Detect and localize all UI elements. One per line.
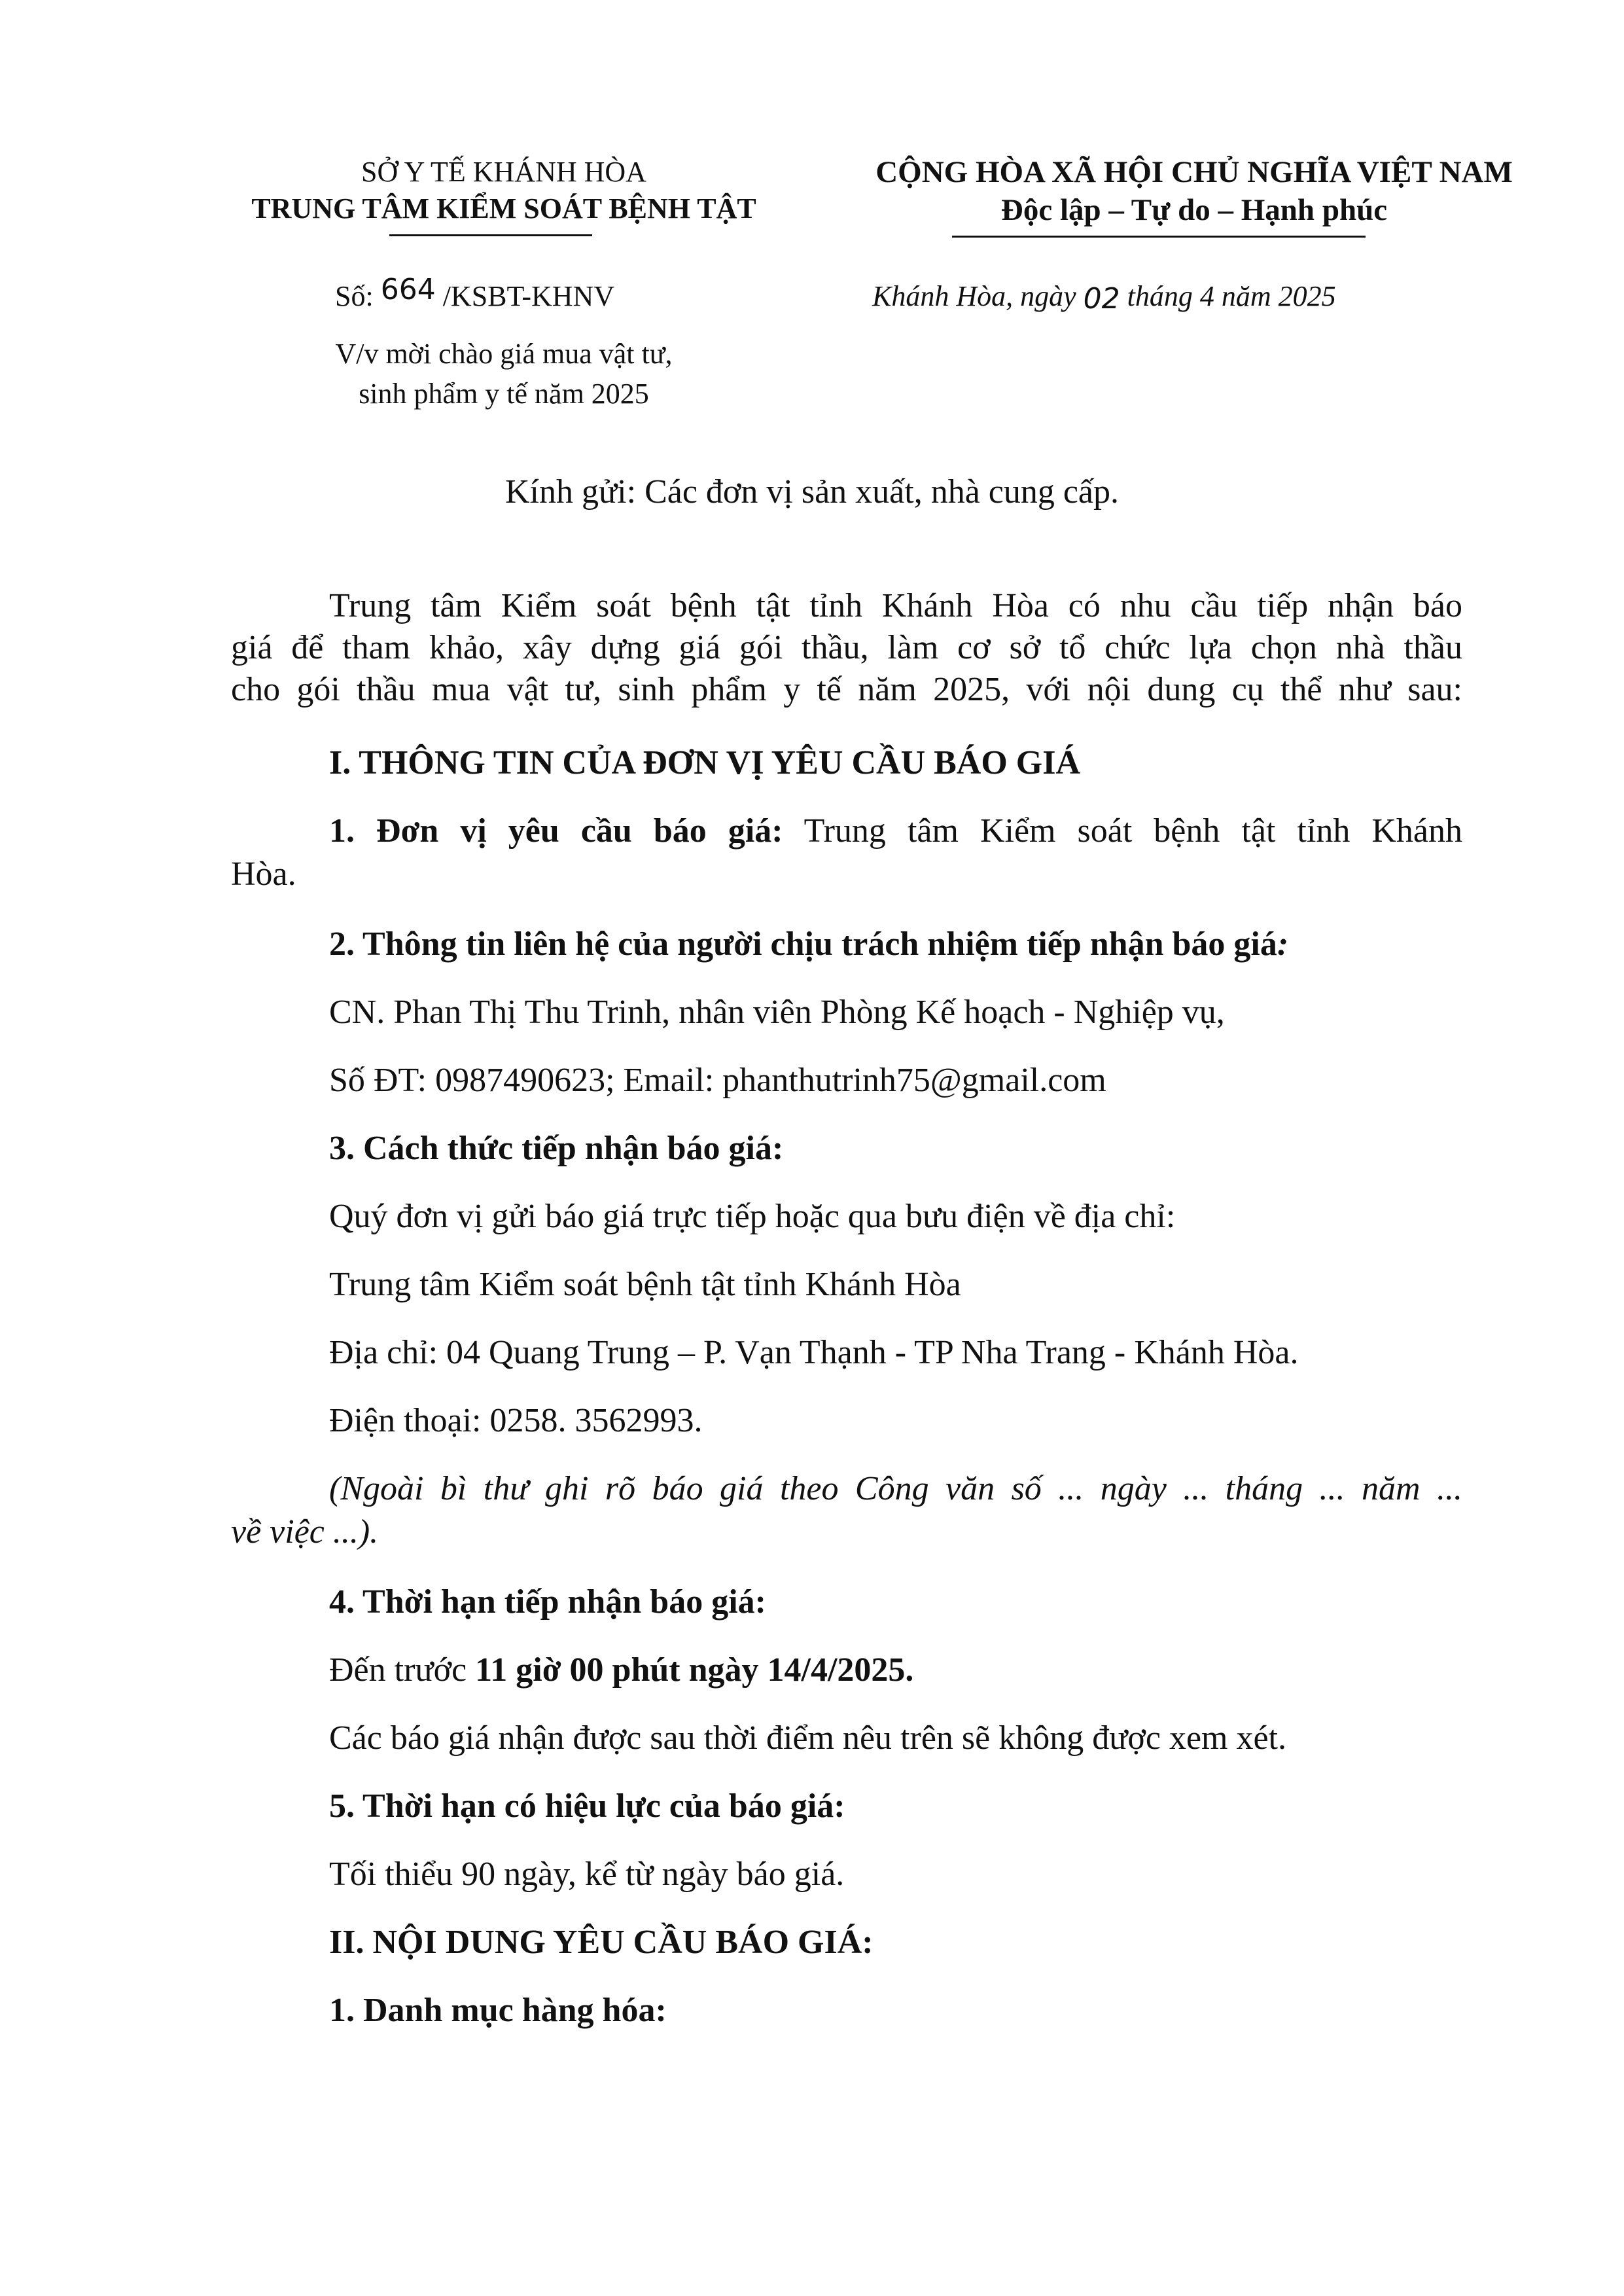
submission-address: Địa chỉ: 04 Quang Trung – P. Vạn Thạnh - TP Nha Trang - Khánh Hòa. (329, 1334, 1299, 1371)
item-2-colon: : (1277, 925, 1289, 963)
section-1-item-3-label: 3. Cách thức tiếp nhận báo giá: (329, 1130, 784, 1167)
contact-phone-email: Số ĐT: 0987490623; Email: phanthutrinh75@gmail.com (329, 1062, 1106, 1099)
validity-period: Tối thiểu 90 ngày, kể từ ngày báo giá. (329, 1856, 845, 1893)
country-title: CỘNG HÒA XÃ HỘI CHỦ NGHĨA VIỆT NAM (875, 155, 1513, 189)
section-1-item-4-label: 4. Thời hạn tiếp nhận báo giá: (329, 1583, 766, 1621)
section-1-item-1 (329, 812, 1462, 851)
doc-number-handwritten: 664 (380, 273, 436, 306)
submission-method: Quý đơn vị gửi báo giá trực tiếp hoặc qua bưu điện về địa chỉ: (329, 1198, 1176, 1235)
national-motto: Độc lập – Tự do – Hạnh phúc (1000, 193, 1388, 227)
subject-line-1: V/v mời chào giá mua vật tư, (335, 338, 673, 370)
intro-line-3: cho gói thầu mua vật tư, sinh phẩm y tế năm 2025, với nội dung cụ thể như sau: (231, 671, 1462, 708)
submission-phone: Điện thoại: 0258. 3562993. (329, 1402, 703, 1439)
recipient-line: Kính gửi: Các đơn vị sản xuất, nhà cung cấp. (504, 473, 1120, 511)
deadline-value: 11 giờ 00 phút ngày 14/4/2025. (475, 1651, 914, 1689)
section-1-item-2-label (329, 925, 1288, 964)
intro-line-1: Trung tâm Kiểm soát bệnh tật tỉnh Khánh Hòa có nhu cầu tiếp nhận báo (329, 587, 1462, 624)
date-prefix: Khánh Hòa, ngày (872, 280, 1076, 312)
late-submission-note: Các báo giá nhận được sau thời điểm nêu trên sẽ không được xem xét. (329, 1719, 1287, 1757)
subject-line-2: sinh phẩm y tế năm 2025 (359, 378, 649, 410)
deadline-line (329, 1651, 913, 1690)
envelope-note-line-2: về việc ...). (231, 1513, 379, 1551)
doc-number-suffix: /KSBT-KHNV (442, 280, 615, 312)
doc-number-prefix: Số: (335, 280, 374, 312)
agency-parent: SỞ Y TẾ KHÁNH HÒA (361, 156, 646, 188)
document-date (872, 280, 1336, 314)
document-number (335, 273, 615, 314)
deadline-prefix: Đến trước (329, 1651, 476, 1689)
section-2-item-1-label: 1. Danh mục hàng hóa: (329, 1992, 667, 2029)
envelope-note-line-1: (Ngoài bì thư ghi rõ báo giá theo Công văn số ... ngày ... tháng ... năm ... (329, 1470, 1462, 1507)
item-2-label: 2. Thông tin liên hệ của người chịu trách nhiệm tiếp nhận báo giá (329, 925, 1277, 963)
item-1-label: 1. Đơn vị yêu cầu báo giá: (329, 812, 783, 850)
agency-underline (389, 234, 592, 236)
section-1-item-5-label: 5. Thời hạn có hiệu lực của báo giá: (329, 1787, 845, 1825)
date-suffix: tháng 4 năm 2025 (1127, 280, 1336, 312)
date-day-handwritten: 02 (1083, 282, 1120, 315)
submission-recipient: Trung tâm Kiểm soát bệnh tật tỉnh Khánh Hòa (329, 1266, 961, 1303)
section-2-heading: II. NỘI DUNG YÊU CẦU BÁO GIÁ: (329, 1924, 874, 1961)
item-1-value: Trung tâm Kiểm soát bệnh tật tỉnh Khánh (783, 812, 1462, 850)
intro-line-2: giá để tham khảo, xây dựng giá gói thầu, làm cơ sở tổ chức lựa chọn nhà thầu (231, 629, 1462, 666)
contact-person: CN. Phan Thị Thu Trinh, nhân viên Phòng Kế hoạch - Nghiệp vụ, (329, 994, 1225, 1031)
section-1-item-1-cont: Hòa. (231, 855, 296, 893)
motto-underline (952, 236, 1366, 238)
agency-name: TRUNG TÂM KIỂM SOÁT BỆNH TẬT (251, 192, 756, 224)
section-1-heading: I. THÔNG TIN CỦA ĐƠN VỊ YÊU CẦU BÁO GIÁ (329, 744, 1081, 781)
